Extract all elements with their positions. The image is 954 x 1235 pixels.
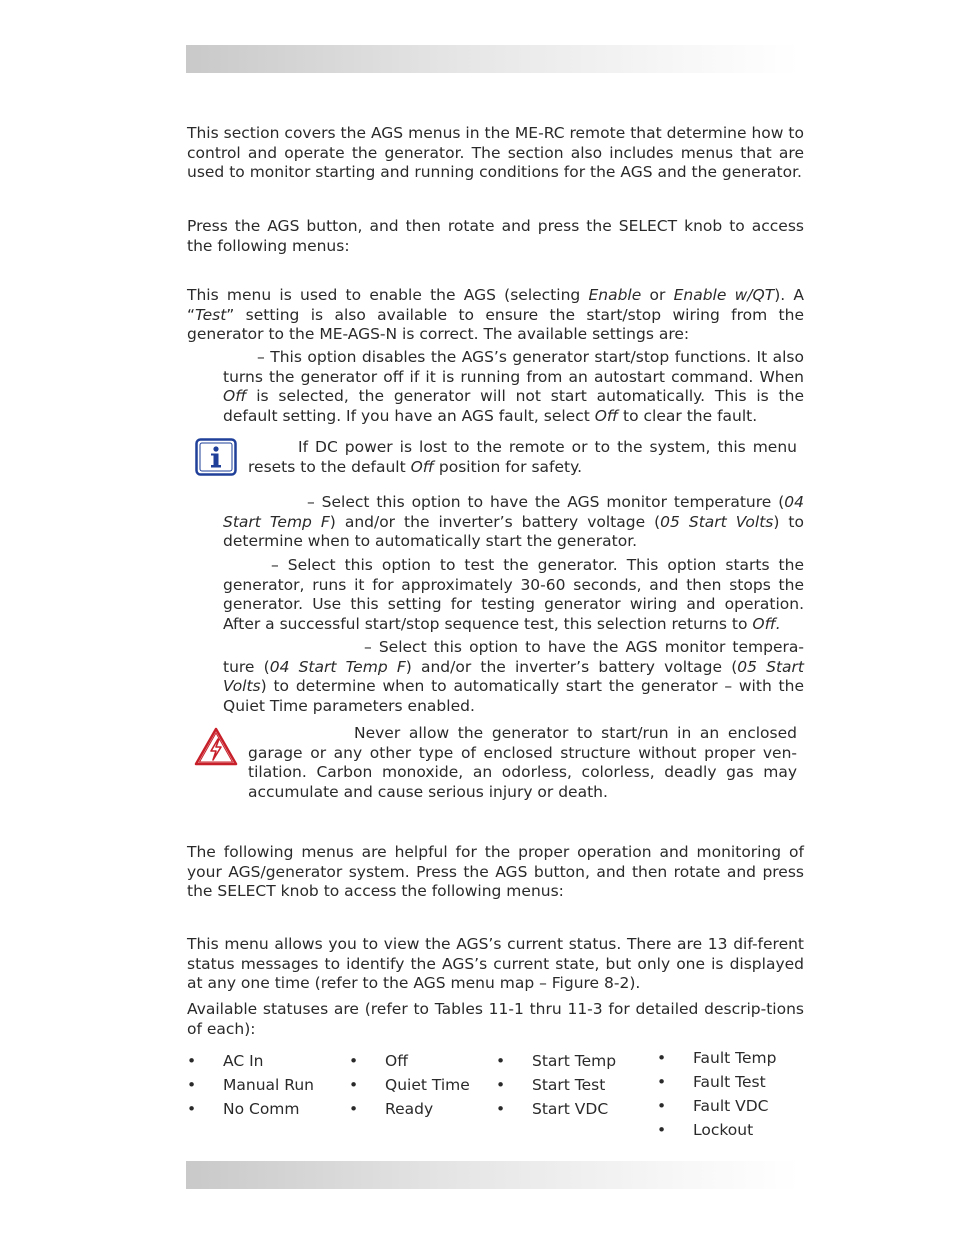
bullet: •	[496, 1100, 506, 1118]
enable-term: Enable	[588, 286, 642, 304]
off-term: Off	[410, 457, 434, 476]
bullet: •	[657, 1097, 667, 1115]
start-volts-term: 05 Start Volts	[660, 512, 774, 531]
list-item	[496, 1097, 616, 1121]
bullet: •	[187, 1100, 197, 1118]
off-setting	[223, 348, 804, 426]
list-item	[349, 1073, 470, 1097]
status-label: Start Test	[532, 1076, 606, 1094]
list-item	[657, 1094, 776, 1118]
status-label: Start VDC	[532, 1100, 609, 1118]
bullet: •	[496, 1052, 506, 1070]
footer-bar	[186, 1161, 800, 1189]
off-term: Off.	[752, 614, 781, 633]
status-column-3	[496, 1049, 616, 1121]
start-temp-term: 04 Start Temp F	[223, 493, 804, 531]
info-note	[248, 438, 797, 477]
text: – Select this option to have the AGS monitor temperature (	[307, 493, 785, 511]
bullet: •	[349, 1100, 359, 1118]
bullet: •	[349, 1052, 359, 1070]
status-column-2	[349, 1049, 470, 1121]
text: If DC power is lost to the remote or to the system, this menu resets to the default	[248, 438, 797, 476]
bullet: •	[657, 1073, 667, 1091]
text: – This option disables the AGS’s generator start/stop functions. It also turns the generator off if it is running from an autostart command. When	[223, 348, 804, 386]
list-item	[657, 1070, 776, 1094]
bullet: •	[349, 1076, 359, 1094]
status-label: Lockout	[693, 1121, 754, 1139]
status-label: Ready	[385, 1100, 434, 1118]
list-item	[657, 1118, 776, 1142]
bullet: •	[187, 1076, 197, 1094]
bullet: •	[496, 1076, 506, 1094]
text: ) and/or the inverter’s battery voltage (	[405, 657, 738, 676]
enable-qt-term: Enable w/QT	[673, 286, 775, 304]
test-term: Test	[195, 305, 227, 324]
list-item	[496, 1049, 616, 1073]
text: is selected, the generator will not start automatically. This is the default setting. If you have an AGS fault, select	[223, 387, 804, 425]
text: – Select this option to test the generator. This option starts the generator, runs it for approximately 30-60 seconds, and then stops the generator. Use this setting for testing generator wiring and operation. After a successful start/stop sequence test, this selection returns to	[223, 556, 804, 633]
status-label: Start Temp	[532, 1052, 617, 1070]
status-label: Off	[385, 1052, 408, 1070]
bullet: •	[187, 1052, 197, 1070]
list-item	[496, 1073, 616, 1097]
status-label: Manual Run	[223, 1076, 314, 1094]
available-statuses: Available statuses are (refer to Tables 11-1 thru 11-3 for detailed descrip-tions of each):	[187, 1000, 804, 1038]
start-temp-term: 04 Start Temp F	[269, 657, 406, 676]
list-item	[657, 1046, 776, 1070]
enable-setting	[223, 493, 804, 552]
list-item	[187, 1049, 314, 1073]
status-label: Quiet Time	[385, 1076, 470, 1094]
status-label: AC In	[223, 1052, 264, 1070]
bullet: •	[657, 1121, 667, 1139]
status-label: No Comm	[223, 1100, 300, 1118]
header-bar	[186, 45, 800, 73]
enable-qt-setting	[223, 638, 804, 716]
text: or	[641, 286, 674, 304]
text: ). A “	[187, 286, 804, 324]
list-item	[187, 1097, 314, 1121]
text: to clear the fault.	[618, 406, 758, 425]
text: ” setting is also available to ensure the start/stop wiring from the generator to the ME-AGS-N is correct. The available settings are:	[187, 305, 804, 343]
status-description: This menu allows you to view the AGS’s current status. There are 13 dif-ferent status messages to identify the AGS’s current state, but only one is displayed at any one time (refer to the AGS menu map – Figure 8-2).	[187, 935, 804, 992]
warning-electric-icon	[194, 727, 238, 767]
list-item	[187, 1073, 314, 1097]
status-label: Fault Test	[693, 1073, 766, 1091]
text: ) to determine when to automatically start the generator – with the Quiet Time parameters enabled.	[223, 677, 804, 715]
status-label: Fault VDC	[693, 1097, 769, 1115]
text: ) to determine when to automatically start the generator.	[223, 512, 804, 550]
warning-note: Never allow the generator to start/run in an enclosed garage or any other type of enclosed structure without proper ven-tilation. Carbon monoxide, an odorless, colorless, deadly gas may accumulate and cause serious injury or death.	[248, 724, 797, 801]
start-volts-term: 05 Start Volts	[223, 657, 805, 695]
text: This menu is used to enable the AGS (selecting	[187, 286, 589, 304]
text: ) and/or the inverter’s battery voltage (	[329, 512, 661, 531]
info-icon	[195, 438, 237, 476]
test-setting	[223, 556, 804, 634]
press-paragraph: Press the AGS button, and then rotate and press the SELECT knob to access the following menus:	[187, 217, 804, 255]
status-column-4	[657, 1046, 776, 1142]
bullet: •	[657, 1049, 667, 1067]
status-column-1	[187, 1049, 314, 1121]
status-label: Fault Temp	[693, 1049, 777, 1067]
off-term: Off	[223, 387, 247, 405]
menu-description	[187, 286, 804, 345]
intro-paragraph: This section covers the AGS menus in the ME-RC remote that determine how to control and operate the generator. The section also includes menus that are used to monitor starting and running conditions for the AGS and the generator.	[187, 124, 804, 181]
text: – Select this option to have the AGS monitor tempera-ture (	[223, 638, 804, 676]
off-term: Off	[594, 406, 619, 425]
text: position for safety.	[433, 457, 582, 476]
following-paragraph: The following menus are helpful for the proper operation and monitoring of your AGS/generator system. Press the AGS button, and then rotate and press the SELECT knob to access the following menus:	[187, 843, 804, 900]
list-item	[349, 1097, 470, 1121]
list-item	[349, 1049, 470, 1073]
